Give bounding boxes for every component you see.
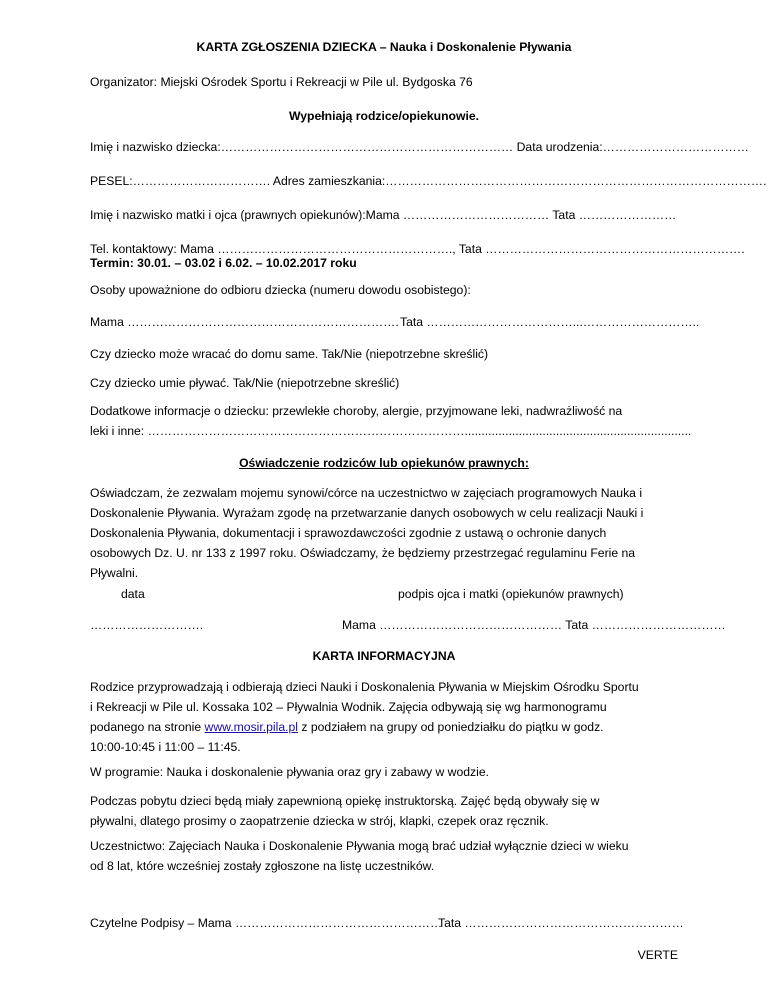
info-p3-line: pływalni, dlatego prosimy o zaopatrzenie dziecka w strój, klapki, czepek oraz ręcznik. bbox=[90, 814, 549, 828]
term: Termin: 30.01. – 03.02 i 6.02. – 10.02.2017 roku bbox=[90, 256, 357, 270]
declaration-line: osobowych Dz. U. nr 133 z 1997 roku. Oświadczamy, że będziemy przestrzegać regulaminu Ferie na bbox=[90, 546, 636, 560]
declaration-line: Doskonalenie Pływania. Wyrażam zgodę na przetwarzanie danych osobowych w celu realizacji Nauki i bbox=[90, 506, 644, 520]
question-can-swim: Czy dziecko umie pływać. Tak/Nie (niepotrzebne skreślić) bbox=[90, 376, 400, 390]
date-label: data bbox=[121, 587, 145, 601]
final-signature-mama[interactable]: Czytelne Podpisy – Mama …………………………………………… bbox=[90, 916, 443, 930]
signature-label: podpis ojca i matki (opiekunów prawnych) bbox=[398, 587, 624, 601]
extra-info-line-1: Dodatkowe informacje o dziecku: przewlekłe choroby, alergie, przyjmowane leki, nadwrażliwość na bbox=[90, 404, 623, 418]
document-title: KARTA ZGŁOSZENIA DZIECKA – Nauka i Doskonalenie Pływania bbox=[196, 40, 572, 54]
info-p4-line: Uczestnictwo: Zajęciach Nauka i Doskonalenie Pływania mogą brać udział wyłącznie dzieci w wieku bbox=[90, 839, 629, 853]
info-paragraph-2: W programie: Nauka i doskonalenie pływania oraz gry i zabawy w wodzie. bbox=[90, 765, 489, 779]
declaration-heading: Oświadczenie rodziców lub opiekunów prawnych: bbox=[239, 456, 529, 470]
parents-signature-field[interactable]: Mama ……………………………………… Tata …………………………… bbox=[342, 618, 726, 632]
extra-info-line-2[interactable]: leki i inne: ……………………………………………………………………................................................................... bbox=[90, 424, 692, 438]
info-paragraph-1 bbox=[90, 677, 682, 757]
info-paragraph-3 bbox=[90, 791, 682, 831]
info-p4-line: od 8 lat, które wcześniej zostały zgłoszone na listę uczestników. bbox=[90, 859, 435, 873]
pickup-tata-field[interactable]: Tata ………………………………...……………………….. bbox=[400, 315, 700, 329]
declaration-line: Doskonalenia Pływania, dokumentacji i sprawozdawczości zgodnie z ustawą o ochronie danych bbox=[90, 526, 607, 540]
mosir-website-link[interactable]: www.mosir.pila.pl bbox=[204, 720, 298, 734]
fill-by-note: Wypełniają rodzice/opiekunowie. bbox=[288, 109, 480, 123]
verte-note: VERTE bbox=[637, 948, 678, 962]
declaration-text bbox=[90, 483, 682, 583]
phone-field[interactable]: Tel. kontaktowy: Mama …………………………………………………., Tata ………………………………………………………. bbox=[90, 242, 745, 256]
info-p1-text: podanego na stronie bbox=[90, 720, 205, 734]
info-p3-line: Podczas pobytu dzieci będą miały zapewnioną opiekę instruktorską. Zajęć będą obywały się w bbox=[90, 794, 600, 808]
pesel-address-field[interactable]: PESEL:……………………………. Adres zamieszkania:…………………………………………………………………………………. bbox=[90, 174, 767, 188]
pickup-mama-field[interactable]: Mama …………………………………………………………. bbox=[90, 315, 399, 329]
info-card-heading: KARTA INFORMACYJNA bbox=[312, 649, 456, 663]
parents-name-field[interactable]: Imię i nazwisko matki i ojca (prawnych opiekunów):Mama ……………………………… Tata …………………… bbox=[90, 208, 677, 222]
info-paragraph-4 bbox=[90, 836, 682, 876]
info-p1-line: i Rekreacji w Pile ul. Kossaka 102 – Pływalnia Wodnik. Zajęcia odbywają się wg harmonogramu bbox=[90, 700, 607, 714]
info-p1-line: 10:00-10:45 i 11:00 – 11:45. bbox=[90, 740, 241, 754]
declaration-line: Pływalni. bbox=[90, 566, 139, 580]
info-p1-line: Rodzice przyprowadzają i odbierają dzieci Nauki i Doskonalenia Pływania w Miejskim Ośrodku Sportu bbox=[90, 680, 639, 694]
child-name-field[interactable]: Imię i nazwisko dziecka:……………………………………………………………… Data urodzenia:……………………………… bbox=[90, 140, 749, 154]
organizer-line: Organizator: Miejski Ośrodek Sportu i Rekreacji w Pile ul. Bydgoska 76 bbox=[90, 75, 473, 89]
info-p1-line bbox=[90, 717, 682, 737]
pickup-label: Osoby upoważnione do odbioru dziecka (numeru dowodu osobistego): bbox=[90, 283, 471, 297]
final-signature-tata[interactable]: Tata ……………………………………………… bbox=[438, 916, 684, 930]
info-p1-text: z podziałem na grupy od poniedziałku do piątku w godz. bbox=[298, 720, 604, 734]
question-return-home: Czy dziecko może wracać do domu same. Tak/Nie (niepotrzebne skreślić) bbox=[90, 347, 489, 361]
declaration-line: Oświadczam, że zezwalam mojemu synowi/córce na uczestnictwo w zajęciach programowych Nauka i bbox=[90, 486, 643, 500]
date-field[interactable]: ………………………. bbox=[90, 618, 204, 632]
